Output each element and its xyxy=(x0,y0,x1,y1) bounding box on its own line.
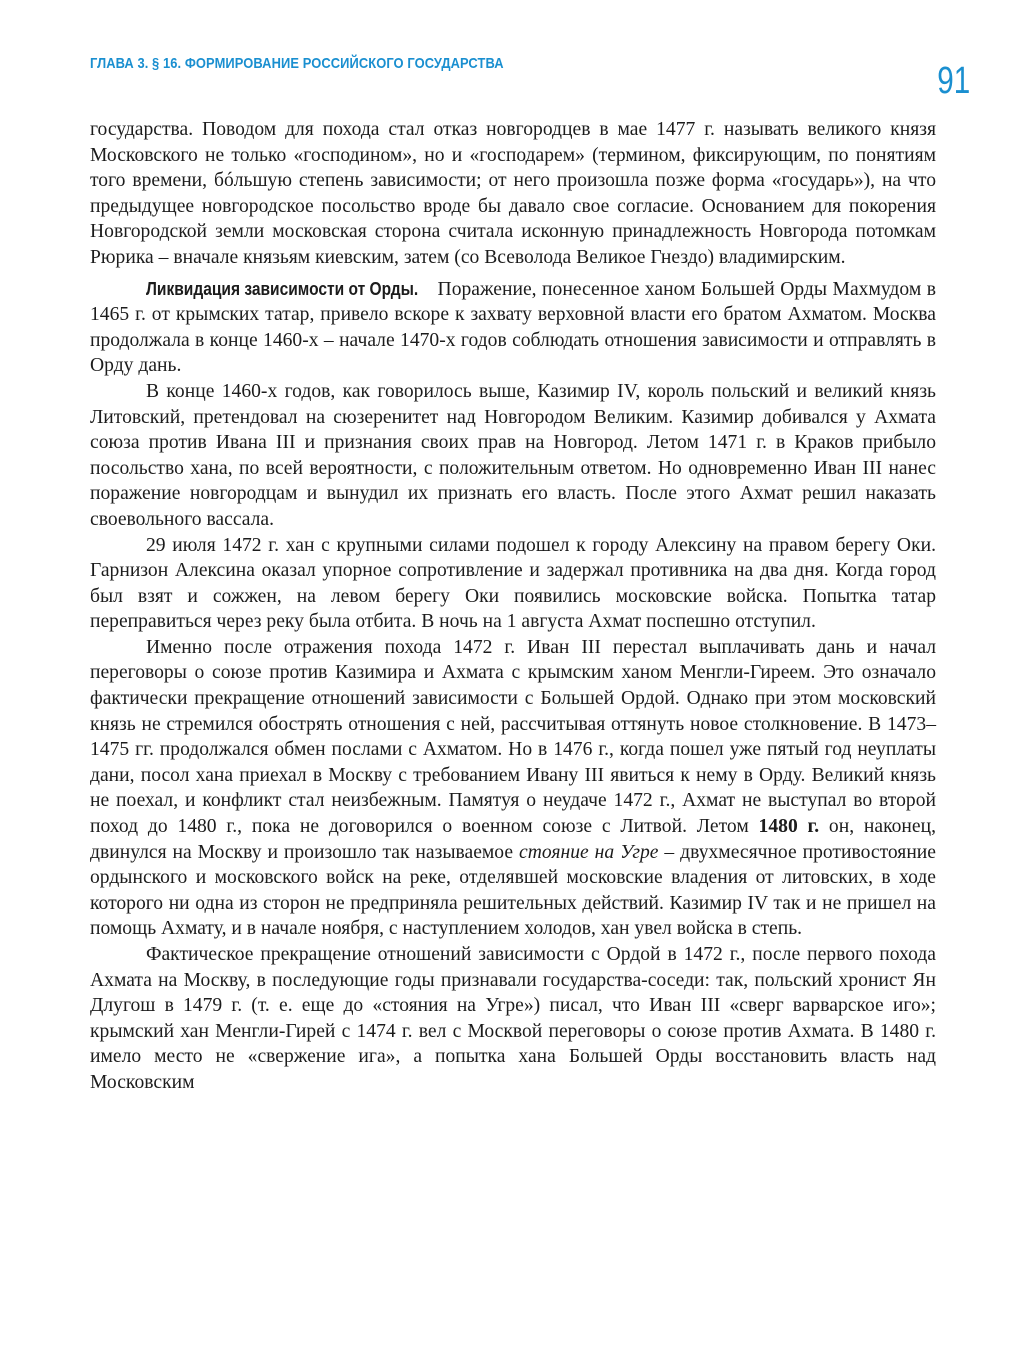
paragraph-1: государства. Поводом для похода стал отказ новгородцев в мае 1477 г. называть великого князя Московского не только «господином», но и «господарем» (термином, фиксирующим, по понятиям того времени, бóльшую степень зависимости; от него произошла позже форма «государь»), на что предыдущее новгородское посольство вроде бы давало свое согласие. Основанием для покорения Новгородской земли московская сторона считала исконную принадлежность Новгорода потомкам Рюрика – вначале князьям киевским, затем (со Всеволода Великое Гнездо) владимирским. xyxy=(90,119,936,268)
italic-term: стояние на Угре xyxy=(519,841,659,863)
section-heading: Ликвидация зависимости от Орды. xyxy=(146,277,419,299)
bold-date: 1480 г. xyxy=(758,816,820,838)
paragraph-5-part-b: он, наконец, двинулся на Москву и произошло так называемое xyxy=(90,816,936,863)
paragraph-5-part-a: Именно после отражения похода 1472 г. Иван III перестал выплачивать дань и начал переговоры о союзе против Казимира и Ахмата с крымским ханом Менгли-Гиреем. Это означало фактически прекращение отношений зависимости с Большей Ордой. Однако при этом московский князь не стремился обострять отношения с ней, рассчитывая оттянуть новое столкновение. В 1473–1475 гг. продолжался обмен послами с Ахматом. Но в 1476 г., когда пошел уже пятый год неуплаты дани, посол хана приехал в Москву с требованием Ивану III явиться к нему в Орду. Великий князь не поехал, и конфликт стал неизбежным. Памятуя о неудаче 1472 г., Ахмат не выступал во второй поход до 1480 г., пока не договорился о военном союзе с Литвой. Летом xyxy=(90,636,936,838)
running-head: ГЛАВА 3. § 16. ФОРМИРОВАНИЕ РОССИЙСКОГО ГОСУДАРСТВА xyxy=(90,55,504,72)
body-text xyxy=(90,117,936,1096)
paragraph-2-text: Поражение, понесенное ханом Большей Орды Махмудом в 1465 г. от крымских татар, привело вскоре к захвату верховной власти его братом Ахматом. Москва продолжала в конце 1460-х – начале 1470-х годов соблюдать отношения зависимости и отправлять в Орду дань. xyxy=(90,278,936,377)
paragraph-6: Фактическое прекращение отношений зависимости с Ордой в 1472 г., после первого похода Ахмата на Москву, в последующие годы признавали государства-соседи: так, польский хронист Ян Длугош в 1479 г. (т. е. еще до «стояния на Угре») писал, что Иван III «сверг варварское иго»; крымский хан Менгли-Гирей с 1474 г. вел с Москвой переговоры о союзе против Ахмата. В 1480 г. имело место не «свержение ига», а попытка хана Большей Орды восстановить власть над Московским xyxy=(90,944,936,1093)
paragraph-3: В конце 1460-х годов, как говорилось выше, Казимир IV, король польский и великий князь Литовский, претендовал на сюзеренитет над Новгородом Великим. Казимир добивался у Ахмата союза против Ивана III и признания своих прав на Новгород. Летом 1471 г. в Краков прибыло посольство хана, по всей вероятности, с положительным ответом. Но одновременно Иван III нанес поражение новгородцам и вынудил их признать его власть. После этого Ахмат решил наказать своевольного вассала. xyxy=(90,380,936,530)
paragraph-2 xyxy=(90,276,936,379)
paragraph-4: 29 июля 1472 г. хан с крупными силами подошел к городу Алексину на правом берегу Оки. Гарнизон Алексина оказал упорное сопротивление и задержал противника на два дня. Когда город был взят и сожжен, на левом берегу Оки появились московские войска. Попытка татар переправиться через реку была отбита. В ночь на 1 августа Ахмат поспешно отступил. xyxy=(90,534,936,633)
paragraph-5 xyxy=(90,635,936,942)
paragraph-5-part-c: – двухмесячное противостояние ордынского и московского войск на реке, отделявшей московские владения от литовских, в ходе которого ни одна из сторон не предприняла решительных действий. Казимир IV так и не пришел на помощь Ахмату, и в начале ноября, с наступлением холодов, хан увел войска в степь. xyxy=(90,841,936,940)
page-number: 91 xyxy=(937,60,970,102)
